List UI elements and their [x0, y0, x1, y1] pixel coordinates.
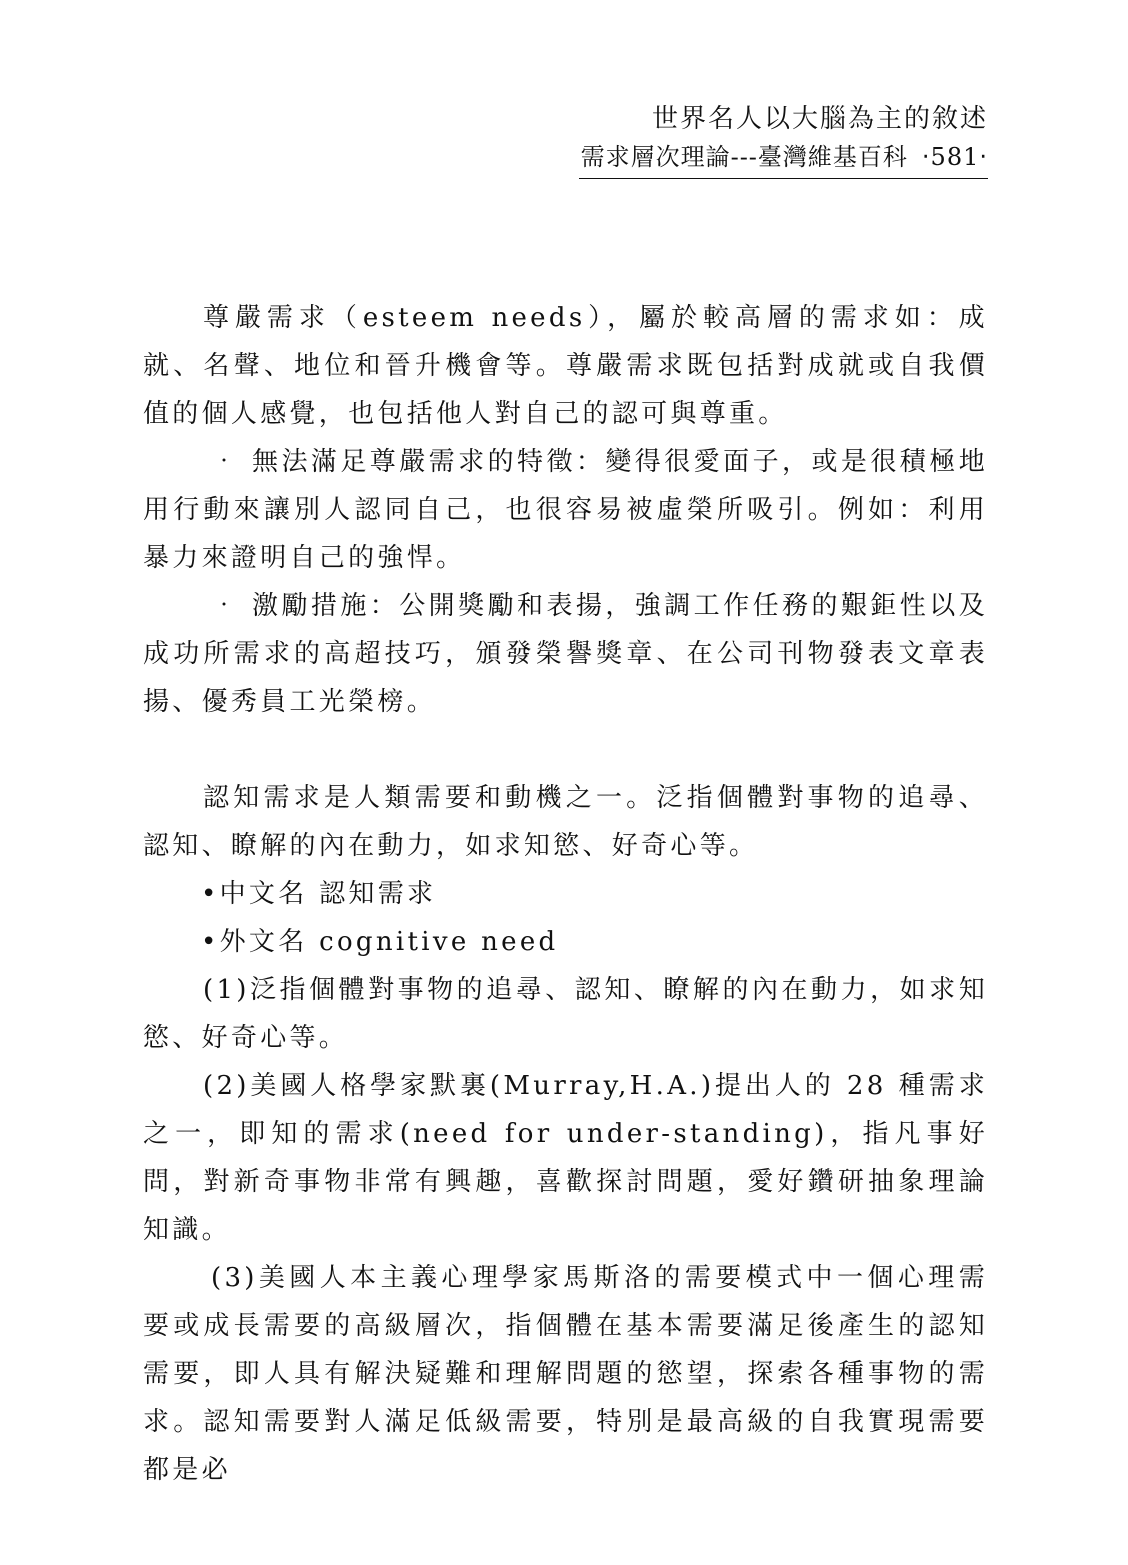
- paragraph-point-3: (3)美國人本主義心理學家馬斯洛的需要模式中一個心理需要或成長需要的高級層次，指個體在基本需要滿足後產生的認知需要，即人具有解決疑難和理解問題的慾望，探索各種事物的需求。認知需要對人滿足低級需要，特別是最高級的自我實現需要都是必: [143, 1263, 988, 1485]
- header-subtitle-line: [579, 138, 988, 179]
- paragraph-point-1: (1)泛指個體對事物的追尋、認知、瞭解的內在動力，如求知慾、好奇心等。: [143, 975, 988, 1053]
- list-item-chinese-name: •中文名 認知需求: [201, 879, 437, 909]
- page-header: [579, 100, 988, 179]
- section-gap: [143, 726, 988, 774]
- paragraph-esteem-intro: 尊嚴需求（esteem needs），屬於較高層的需求如：成就、名聲、地位和晉升機會等。尊嚴需求既包括對成就或自我價值的個人感覺，也包括他人對自己的認可與尊重。: [143, 303, 988, 429]
- header-subtitle: 需求層次理論---臺灣維基百科: [580, 143, 908, 171]
- document-body: [143, 294, 988, 1494]
- page-number: ‧581‧: [921, 143, 988, 171]
- header-title: 世界名人以大腦為主的敘述: [651, 104, 988, 134]
- paragraph-point-2: (2)美國人格學家默裏(Murray,H.A.)提出人的 28 種需求之一，即知的需求(need for under-standing)，指凡事好問，對新奇事物非常有興趣，喜歡探討問題，愛好鑽研抽象理論知識。: [143, 1071, 988, 1245]
- paragraph-esteem-incentive: ‧ 激勵措施：公開獎勵和表揚，強調工作任務的艱鉅性以及成功所需求的高超技巧，頒發榮譽獎章、在公司刊物發表文章表揚、優秀員工光榮榜。: [143, 591, 988, 717]
- paragraph-esteem-unmet: ‧ 無法滿足尊嚴需求的特徵：變得很愛面子，或是很積極地用行動來讓別人認同自己，也很容易被虛榮所吸引。例如：利用暴力來證明自己的強悍。: [143, 447, 988, 573]
- list-item-foreign-name: •外文名 cognitive need: [201, 927, 559, 957]
- paragraph-cognitive-intro: 認知需求是人類需要和動機之一。泛指個體對事物的追尋、認知、瞭解的內在動力，如求知慾、好奇心等。: [143, 783, 988, 861]
